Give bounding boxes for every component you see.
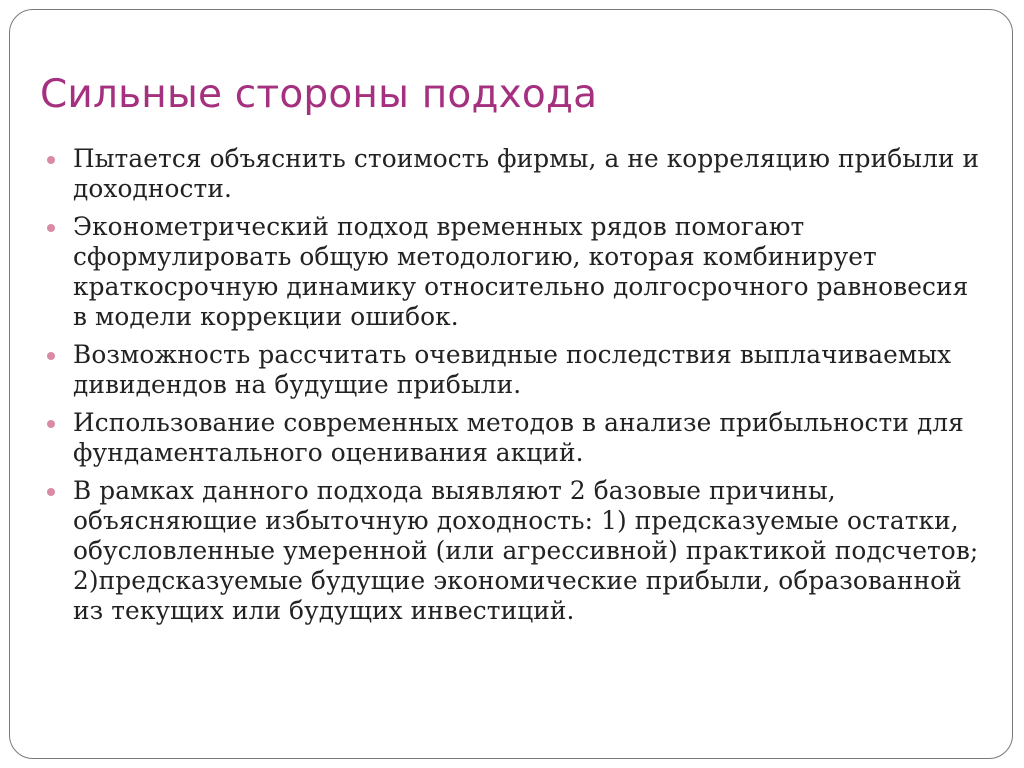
bullet-dot-icon	[47, 420, 55, 428]
bullet-item	[45, 408, 980, 468]
bullet-text: Пытается объяснить стоимость фирмы, а не корреляцию прибыли и доходности.	[73, 144, 980, 203]
bullet-text: Использование современных методов в анализе прибыльности для фундаментального оценивания акций.	[73, 408, 964, 467]
bullet-dot-icon	[47, 156, 55, 164]
bullet-list	[45, 144, 980, 634]
bullet-item	[45, 144, 980, 204]
bullet-dot-icon	[47, 488, 55, 496]
bullet-text: Возможность рассчитать очевидные последствия выплачиваемых дивидендов на будущие прибыли.	[73, 340, 952, 399]
bullet-item	[45, 340, 980, 400]
bullet-dot-icon	[47, 352, 55, 360]
slide-title: Сильные стороны подхода	[40, 72, 598, 117]
bullet-dot-icon	[47, 224, 55, 232]
bullet-text: В рамках данного подхода выявляют 2 базовые причины, объясняющие избыточную доходность: 1) предсказуемые остатки, обусловленные умеренной (или агрессивной) практикой подсчетов; 2)предсказуемые будущие экономические прибыли, образованной из текущих или будущих инвестиций.	[73, 476, 979, 625]
bullet-item	[45, 212, 980, 332]
bullet-text: Эконометрический подход временных рядов помогают сформулировать общую методологию, которая комбинирует краткосрочную динамику относительно долгосрочного равновесия в модели коррекции ошибок.	[73, 212, 969, 331]
bullet-item	[45, 476, 980, 626]
